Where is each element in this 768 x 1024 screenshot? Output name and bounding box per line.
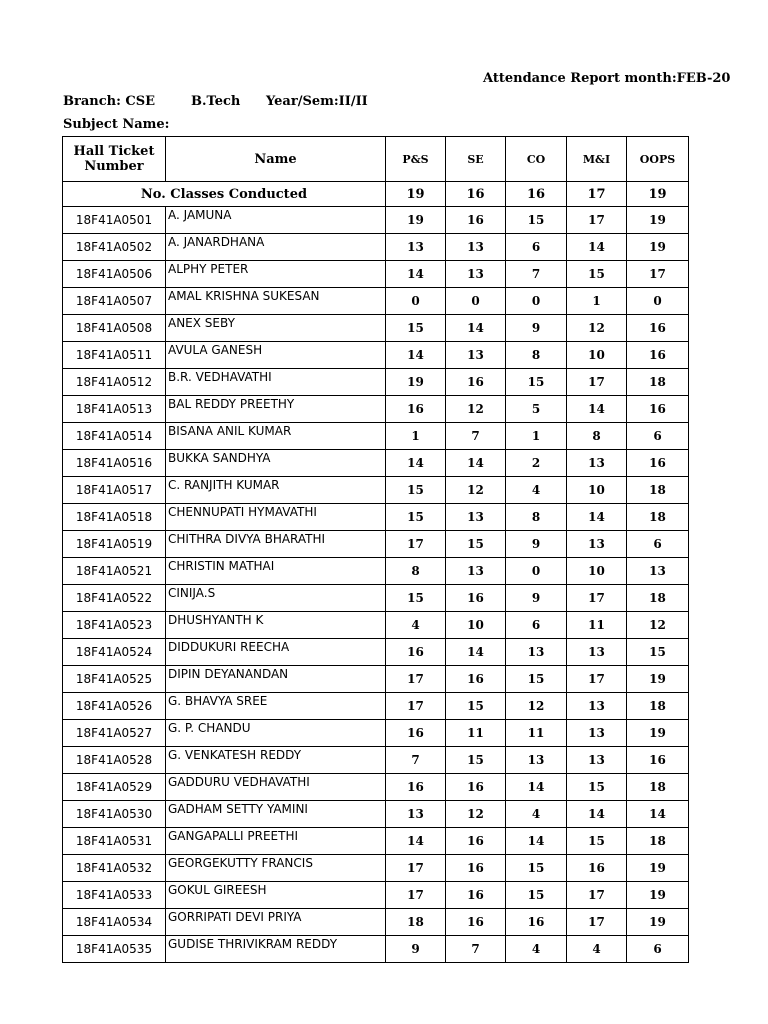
table-row	[63, 477, 689, 504]
attendance-count-cell: 16	[446, 369, 506, 396]
attendance-count-cell: 6	[506, 612, 567, 639]
attendance-count-cell: 13	[567, 531, 627, 558]
attendance-count-cell: 16	[446, 774, 506, 801]
attendance-count-cell: 13	[446, 261, 506, 288]
attendance-count-cell: 19	[386, 369, 446, 396]
hall-ticket-cell: 18F41A0501	[63, 207, 166, 234]
hall-ticket-cell: 18F41A0512	[63, 369, 166, 396]
attendance-count-cell: 8	[506, 342, 567, 369]
attendance-count-cell: 2	[506, 450, 567, 477]
hall-ticket-cell: 18F41A0521	[63, 558, 166, 585]
attendance-count-cell: 12	[627, 612, 689, 639]
attendance-count-cell: 12	[446, 396, 506, 423]
student-name-cell: ANEX SEBY	[166, 315, 386, 342]
attendance-count-cell: 13	[567, 720, 627, 747]
hall-ticket-cell: 18F41A0518	[63, 504, 166, 531]
attendance-count-cell: 5	[506, 396, 567, 423]
attendance-count-cell: 16	[446, 585, 506, 612]
student-name-cell: G. VENKATESH REDDY	[166, 747, 386, 774]
attendance-count-cell: 1	[386, 423, 446, 450]
student-name-cell: A. JAMUNA	[166, 207, 386, 234]
table-row	[63, 720, 689, 747]
hall-ticket-cell: 18F41A0508	[63, 315, 166, 342]
classes-conducted-value: 17	[567, 182, 627, 207]
attendance-count-cell: 17	[567, 666, 627, 693]
table-row	[63, 882, 689, 909]
student-name-cell: GANGAPALLI PREETHI	[166, 828, 386, 855]
attendance-count-cell: 7	[446, 423, 506, 450]
student-name-cell: BISANA ANIL KUMAR	[166, 423, 386, 450]
attendance-count-cell: 19	[627, 720, 689, 747]
header-subject: CO	[506, 137, 567, 182]
student-name-cell: GUDISE THRIVIKRAM REDDY	[166, 936, 386, 963]
attendance-count-cell: 18	[627, 369, 689, 396]
table-row	[63, 558, 689, 585]
attendance-count-cell: 9	[506, 315, 567, 342]
attendance-count-cell: 17	[567, 882, 627, 909]
attendance-count-cell: 18	[627, 585, 689, 612]
attendance-count-cell: 8	[567, 423, 627, 450]
attendance-count-cell: 6	[506, 234, 567, 261]
hall-ticket-cell: 18F41A0516	[63, 450, 166, 477]
classes-conducted-value: 19	[386, 182, 446, 207]
student-name-cell: GADDURU VEDHAVATHI	[166, 774, 386, 801]
attendance-count-cell: 13	[567, 747, 627, 774]
attendance-count-cell: 13	[446, 504, 506, 531]
attendance-count-cell: 19	[627, 855, 689, 882]
attendance-count-cell: 11	[506, 720, 567, 747]
table-row	[63, 504, 689, 531]
classes-conducted-row	[63, 182, 689, 207]
attendance-count-cell: 19	[627, 909, 689, 936]
table-row	[63, 423, 689, 450]
hall-ticket-cell: 18F41A0528	[63, 747, 166, 774]
attendance-count-cell: 4	[567, 936, 627, 963]
attendance-count-cell: 15	[386, 477, 446, 504]
hall-ticket-cell: 18F41A0502	[63, 234, 166, 261]
attendance-count-cell: 10	[567, 558, 627, 585]
attendance-count-cell: 6	[627, 936, 689, 963]
attendance-count-cell: 16	[627, 747, 689, 774]
attendance-count-cell: 16	[567, 855, 627, 882]
attendance-count-cell: 14	[567, 234, 627, 261]
attendance-count-cell: 19	[627, 882, 689, 909]
attendance-count-cell: 16	[627, 342, 689, 369]
hall-ticket-cell: 18F41A0523	[63, 612, 166, 639]
attendance-count-cell: 15	[506, 855, 567, 882]
attendance-count-cell: 16	[446, 207, 506, 234]
attendance-count-cell: 15	[386, 585, 446, 612]
hall-ticket-cell: 18F41A0527	[63, 720, 166, 747]
table-row	[63, 774, 689, 801]
hall-ticket-cell: 18F41A0519	[63, 531, 166, 558]
student-name-cell: CHITHRA DIVYA BHARATHI	[166, 531, 386, 558]
attendance-count-cell: 0	[506, 288, 567, 315]
hall-ticket-cell: 18F41A0531	[63, 828, 166, 855]
header-subject: OOPS	[627, 137, 689, 182]
attendance-count-cell: 15	[506, 666, 567, 693]
student-name-cell: CHRISTIN MATHAI	[166, 558, 386, 585]
attendance-count-cell: 16	[386, 720, 446, 747]
student-name-cell: B.R. VEDHAVATHI	[166, 369, 386, 396]
subject-name-label: Subject Name:	[63, 117, 170, 132]
table-row	[63, 909, 689, 936]
attendance-table	[62, 136, 689, 963]
attendance-count-cell: 13	[627, 558, 689, 585]
student-name-cell: CHENNUPATI HYMAVATHI	[166, 504, 386, 531]
attendance-count-cell: 14	[567, 396, 627, 423]
hall-ticket-cell: 18F41A0513	[63, 396, 166, 423]
attendance-count-cell: 8	[386, 558, 446, 585]
student-name-cell: DIPIN DEYANANDAN	[166, 666, 386, 693]
attendance-count-cell: 17	[567, 585, 627, 612]
attendance-count-cell: 15	[386, 504, 446, 531]
attendance-count-cell: 0	[446, 288, 506, 315]
attendance-count-cell: 13	[506, 747, 567, 774]
attendance-count-cell: 16	[386, 639, 446, 666]
student-name-cell: C. RANJITH KUMAR	[166, 477, 386, 504]
table-row	[63, 531, 689, 558]
attendance-count-cell: 10	[567, 477, 627, 504]
attendance-count-cell: 15	[567, 774, 627, 801]
student-name-cell: BUKKA SANDHYA	[166, 450, 386, 477]
attendance-count-cell: 16	[627, 315, 689, 342]
attendance-count-cell: 0	[386, 288, 446, 315]
student-name-cell: CINIJA.S	[166, 585, 386, 612]
attendance-count-cell: 9	[506, 585, 567, 612]
student-name-cell: DHUSHYANTH K	[166, 612, 386, 639]
attendance-count-cell: 9	[506, 531, 567, 558]
student-name-cell: GORRIPATI DEVI PRIYA	[166, 909, 386, 936]
attendance-count-cell: 19	[627, 207, 689, 234]
attendance-count-cell: 13	[567, 450, 627, 477]
attendance-count-cell: 1	[567, 288, 627, 315]
attendance-count-cell: 16	[386, 396, 446, 423]
attendance-count-cell: 14	[386, 342, 446, 369]
table-row	[63, 369, 689, 396]
attendance-count-cell: 4	[506, 801, 567, 828]
attendance-count-cell: 18	[386, 909, 446, 936]
attendance-count-cell: 18	[627, 477, 689, 504]
header-name: Name	[166, 137, 386, 182]
attendance-count-cell: 15	[446, 747, 506, 774]
student-name-cell: AVULA GANESH	[166, 342, 386, 369]
attendance-count-cell: 7	[386, 747, 446, 774]
table-row	[63, 801, 689, 828]
attendance-count-cell: 14	[446, 639, 506, 666]
table-row	[63, 612, 689, 639]
header-subject: SE	[446, 137, 506, 182]
student-name-cell: G. BHAVYA SREE	[166, 693, 386, 720]
attendance-count-cell: 4	[506, 477, 567, 504]
table-row	[63, 855, 689, 882]
year-sem-label: Year/Sem:II/II	[266, 94, 368, 109]
table-row	[63, 315, 689, 342]
attendance-count-cell: 16	[446, 882, 506, 909]
attendance-count-cell: 16	[627, 450, 689, 477]
attendance-count-cell: 12	[446, 477, 506, 504]
attendance-count-cell: 9	[386, 936, 446, 963]
attendance-count-cell: 16	[386, 774, 446, 801]
student-name-cell: GEORGEKUTTY FRANCIS	[166, 855, 386, 882]
attendance-count-cell: 15	[567, 261, 627, 288]
classes-conducted-value: 19	[627, 182, 689, 207]
attendance-count-cell: 14	[506, 828, 567, 855]
attendance-count-cell: 12	[446, 801, 506, 828]
hall-ticket-cell: 18F41A0530	[63, 801, 166, 828]
attendance-count-cell: 14	[386, 828, 446, 855]
attendance-count-cell: 0	[506, 558, 567, 585]
table-row	[63, 585, 689, 612]
student-name-cell: GADHAM SETTY YAMINI	[166, 801, 386, 828]
attendance-count-cell: 13	[386, 801, 446, 828]
attendance-count-cell: 16	[446, 828, 506, 855]
attendance-count-cell: 18	[627, 504, 689, 531]
attendance-count-cell: 16	[506, 909, 567, 936]
attendance-count-cell: 14	[567, 801, 627, 828]
attendance-count-cell: 0	[627, 288, 689, 315]
table-row	[63, 234, 689, 261]
attendance-count-cell: 17	[386, 666, 446, 693]
attendance-count-cell: 18	[627, 774, 689, 801]
student-name-cell: ALPHY PETER	[166, 261, 386, 288]
attendance-count-cell: 14	[567, 504, 627, 531]
classes-conducted-value: 16	[446, 182, 506, 207]
classes-conducted-value: 16	[506, 182, 567, 207]
attendance-count-cell: 12	[506, 693, 567, 720]
report-title: Attendance Report month:FEB-20	[483, 71, 731, 86]
header-hall-ticket: Hall Ticket Number	[63, 137, 166, 182]
attendance-count-cell: 13	[567, 693, 627, 720]
attendance-count-cell: 15	[506, 369, 567, 396]
attendance-count-cell: 15	[446, 693, 506, 720]
table-header-row	[63, 137, 689, 182]
attendance-count-cell: 18	[627, 828, 689, 855]
hall-ticket-cell: 18F41A0506	[63, 261, 166, 288]
attendance-count-cell: 13	[446, 234, 506, 261]
attendance-count-cell: 19	[627, 666, 689, 693]
table-row	[63, 288, 689, 315]
attendance-count-cell: 13	[386, 234, 446, 261]
hall-ticket-cell: 18F41A0522	[63, 585, 166, 612]
attendance-count-cell: 8	[506, 504, 567, 531]
attendance-count-cell: 19	[386, 207, 446, 234]
attendance-count-cell: 1	[506, 423, 567, 450]
header-subject: M&I	[567, 137, 627, 182]
table-row	[63, 828, 689, 855]
hall-ticket-cell: 18F41A0529	[63, 774, 166, 801]
attendance-count-cell: 16	[446, 666, 506, 693]
attendance-count-cell: 10	[446, 612, 506, 639]
hall-ticket-cell: 18F41A0507	[63, 288, 166, 315]
attendance-count-cell: 18	[627, 693, 689, 720]
attendance-count-cell: 17	[567, 369, 627, 396]
hall-ticket-cell: 18F41A0534	[63, 909, 166, 936]
attendance-count-cell: 19	[627, 234, 689, 261]
attendance-count-cell: 13	[567, 639, 627, 666]
attendance-count-cell: 15	[567, 828, 627, 855]
attendance-count-cell: 13	[446, 558, 506, 585]
student-name-cell: A. JANARDHANA	[166, 234, 386, 261]
hall-ticket-cell: 18F41A0533	[63, 882, 166, 909]
attendance-count-cell: 15	[446, 531, 506, 558]
attendance-count-cell: 16	[446, 909, 506, 936]
table-row	[63, 261, 689, 288]
table-row	[63, 693, 689, 720]
table-row	[63, 666, 689, 693]
attendance-count-cell: 7	[446, 936, 506, 963]
classes-conducted-label: No. Classes Conducted	[63, 182, 386, 207]
student-name-cell: AMAL KRISHNA SUKESAN	[166, 288, 386, 315]
student-name-cell: BAL REDDY PREETHY	[166, 396, 386, 423]
attendance-count-cell: 13	[446, 342, 506, 369]
attendance-count-cell: 16	[627, 396, 689, 423]
attendance-count-cell: 6	[627, 423, 689, 450]
student-name-cell: DIDDUKURI REECHA	[166, 639, 386, 666]
table-row	[63, 936, 689, 963]
table-row	[63, 207, 689, 234]
attendance-count-cell: 14	[446, 450, 506, 477]
attendance-count-cell: 12	[567, 315, 627, 342]
hall-ticket-cell: 18F41A0514	[63, 423, 166, 450]
attendance-count-cell: 17	[386, 882, 446, 909]
attendance-count-cell: 14	[627, 801, 689, 828]
hall-ticket-cell: 18F41A0517	[63, 477, 166, 504]
hall-ticket-cell: 18F41A0526	[63, 693, 166, 720]
student-name-cell: G. P. CHANDU	[166, 720, 386, 747]
table-row	[63, 747, 689, 774]
attendance-count-cell: 17	[567, 207, 627, 234]
attendance-count-cell: 14	[446, 315, 506, 342]
hall-ticket-cell: 18F41A0511	[63, 342, 166, 369]
attendance-count-cell: 17	[386, 693, 446, 720]
attendance-count-cell: 4	[506, 936, 567, 963]
attendance-count-cell: 11	[567, 612, 627, 639]
hall-ticket-cell: 18F41A0535	[63, 936, 166, 963]
degree-label: B.Tech	[191, 94, 241, 109]
attendance-count-cell: 14	[386, 450, 446, 477]
student-name-cell: GOKUL GIREESH	[166, 882, 386, 909]
attendance-count-cell: 16	[446, 855, 506, 882]
attendance-count-cell: 15	[386, 315, 446, 342]
attendance-count-cell: 4	[386, 612, 446, 639]
hall-ticket-cell: 18F41A0525	[63, 666, 166, 693]
attendance-count-cell: 15	[506, 207, 567, 234]
attendance-count-cell: 17	[386, 531, 446, 558]
attendance-count-cell: 17	[386, 855, 446, 882]
attendance-count-cell: 15	[627, 639, 689, 666]
table-row	[63, 396, 689, 423]
branch-label: Branch: CSE	[63, 94, 156, 109]
attendance-count-cell: 17	[567, 909, 627, 936]
attendance-count-cell: 14	[506, 774, 567, 801]
attendance-count-cell: 10	[567, 342, 627, 369]
attendance-count-cell: 11	[446, 720, 506, 747]
attendance-count-cell: 6	[627, 531, 689, 558]
table-row	[63, 639, 689, 666]
table-row	[63, 342, 689, 369]
attendance-count-cell: 13	[506, 639, 567, 666]
attendance-count-cell: 15	[506, 882, 567, 909]
hall-ticket-cell: 18F41A0532	[63, 855, 166, 882]
attendance-count-cell: 14	[386, 261, 446, 288]
table-row	[63, 450, 689, 477]
attendance-count-cell: 7	[506, 261, 567, 288]
hall-ticket-cell: 18F41A0524	[63, 639, 166, 666]
attendance-count-cell: 17	[627, 261, 689, 288]
header-subject: P&S	[386, 137, 446, 182]
